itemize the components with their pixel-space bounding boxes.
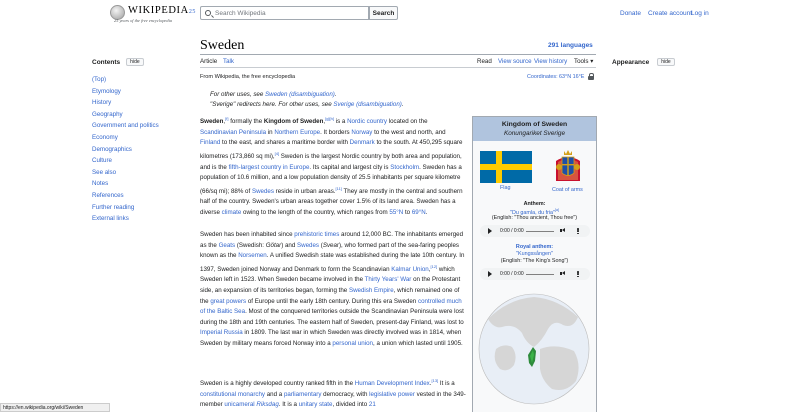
royal-anthem-audio-player[interactable] xyxy=(480,268,590,280)
toc-item-notes[interactable]: Notes xyxy=(92,180,109,188)
audio-progress-track[interactable] xyxy=(526,274,554,275)
audio-time: 0:00 / 0:00 xyxy=(500,228,524,234)
scandinavian-peninsula-link[interactable]: Scandinavian Peninsula xyxy=(200,128,267,136)
flag-of-sweden[interactable] xyxy=(480,151,532,183)
toc-list xyxy=(92,74,187,225)
geats-link[interactable]: Geats xyxy=(218,241,236,249)
anthem-audio-player[interactable] xyxy=(480,225,590,237)
prehistoric-times-link[interactable]: prehistoric times xyxy=(294,231,340,238)
log-in-link[interactable]: Log in xyxy=(691,10,709,17)
coat-of-arms-image[interactable] xyxy=(553,147,583,185)
intro-paragraph-1: Sweden,[f] formally the Kingdom of Sweden,[g][h] is a Nordic country located on the Scandinavian Peninsula in Northern Europe. It borders Norway to the west and north, and Finland to the east, and shares a maritime border with Denmark to the south. At 450,295 square kilometres (173,860 sq mi),[4] Sweden is the largest Nordic country by both area and population, and is the fifth-largest country in Europe. Its capital and largest city is Stockholm. Sweden has a population of 10.6 million, and a low population density of 25.5 inhabitants per square kilometre (66/sq mi); 88% of Swedes reside in urban areas.[11] They are mostly in the central and southern half of the country. Sweden's urban areas together cover 1.5% of its land area. Sweden has a diverse climate owing to the length of the country, which ranges from 55°N to 69°N. xyxy=(200,116,463,216)
search-icon xyxy=(205,10,211,16)
controlled-baltic-link[interactable]: controlled much of the Baltic Sea xyxy=(200,297,462,316)
audio-progress-track[interactable] xyxy=(526,231,554,232)
tools-menu[interactable] xyxy=(574,58,593,65)
imperial-russia-link[interactable]: Imperial Russia xyxy=(200,329,243,337)
logo-tagline: 25 years of the free encyclopedia xyxy=(114,18,172,23)
swedes-tribe-link[interactable]: Swedes xyxy=(297,241,320,249)
norsemen-link[interactable]: Norsemen xyxy=(238,252,267,260)
hdi-link[interactable]: Human Development Index xyxy=(354,380,430,388)
parliamentary-link[interactable]: parliamentary xyxy=(283,390,322,398)
infobox-native-name: Konungariket Sverige xyxy=(503,130,566,137)
toc-item-demographics[interactable]: Demographics xyxy=(92,145,132,153)
anthem-note[interactable]: [a] xyxy=(554,208,559,212)
swedes-link[interactable]: Swedes xyxy=(251,187,274,195)
personal-union-link[interactable]: personal union xyxy=(332,340,373,347)
northern-europe-link[interactable]: Northern Europe xyxy=(274,128,321,136)
toc-item-top[interactable]: (Top) xyxy=(92,76,107,83)
tab-view-source[interactable]: View source xyxy=(498,58,532,65)
anthem-label: Anthem: xyxy=(523,201,546,207)
toc-item-geography[interactable]: Geography xyxy=(92,110,123,118)
stockholm-link[interactable]: Stockholm xyxy=(390,163,420,171)
tab-view-history[interactable]: View history xyxy=(534,58,568,65)
location-map-globe[interactable] xyxy=(478,289,591,412)
legislative-power-link[interactable]: legislative power xyxy=(369,390,415,398)
page-title: Sweden xyxy=(200,38,245,53)
intro-paragraph-2: Sweden has been inhabited since prehistoric times around 12,000 BC. The inhabitants emerged as the Geats (Swedish: Götar) and Swedes (Svear), who formed part of the sea-faring peoples known as the Norsemen. A unified Swedish state was established during the late 10th century. In 1397, Sweden joined Norway and Denmark to form the Scandinavian Kalmar Union,[12] which Sweden left in 1523. When Sweden became involved in the Thirty Years' War on the Protestant side, an expansion of its territories began, forming the Swedish Empire, which remained one of the great powers of Europe until the early 18th century. During this era Sweden controlled much of the Baltic Sea. Most of the conquered territories outside the Scandinavian Peninsula were lost during the 18th and 19th centuries. The eastern half of Sweden, present-day Finland, was lost to Imperial Russia in 1809. The last war in which Sweden was directly involved was in 1814, when Sweden by military means forced Norway into a personal union, a union which lasted until 1905. xyxy=(200,231,465,347)
search-button[interactable]: Search xyxy=(369,6,398,20)
coordinates-link[interactable]: Coordinates: 63°N 16°E xyxy=(527,74,585,80)
toc-hide-button[interactable]: hide xyxy=(126,58,143,66)
toc-item-further-reading[interactable]: Further reading xyxy=(92,203,135,211)
tab-talk[interactable]: Talk xyxy=(223,58,235,65)
anthem-title-link[interactable]: "Du gamla, du fria" xyxy=(510,209,555,216)
appearance-hide-button[interactable]: hide xyxy=(657,58,674,66)
coat-of-arms-caption[interactable]: Coat of arms xyxy=(552,187,583,193)
appearance-panel xyxy=(612,58,675,66)
denmark-link[interactable]: Denmark xyxy=(349,139,375,147)
appearance-title: Appearance xyxy=(612,58,650,66)
play-icon[interactable] xyxy=(488,228,492,234)
tab-read[interactable]: Read xyxy=(477,58,492,68)
great-powers-link[interactable]: great powers xyxy=(210,297,247,305)
thirty-years-war-link[interactable]: Thirty Years' War xyxy=(364,276,412,284)
chevron-down-icon: ▾ xyxy=(590,58,594,65)
audio-time: 0:00 / 0:00 xyxy=(500,271,524,277)
search-input[interactable] xyxy=(215,9,365,17)
more-options-icon[interactable] xyxy=(577,271,579,278)
toc-item-culture[interactable]: Culture xyxy=(92,157,112,165)
lock-icon xyxy=(588,73,594,80)
more-options-icon[interactable] xyxy=(577,228,579,235)
royal-anthem-title-link[interactable]: "Kungssången" xyxy=(516,251,553,257)
header xyxy=(0,0,800,30)
55n-link[interactable]: 55°N xyxy=(389,208,404,216)
toc-title: Contents xyxy=(92,58,121,66)
kalmar-union-link[interactable]: Kalmar Union xyxy=(391,265,429,273)
create-account-link[interactable]: Create account xyxy=(648,10,693,17)
table-of-contents xyxy=(92,58,187,225)
constitutional-monarchy-link[interactable]: constitutional monarchy xyxy=(200,390,266,398)
riksdag-link[interactable]: unicameral Riksdag xyxy=(224,401,279,409)
infobox-header xyxy=(473,117,596,141)
unitary-state-link[interactable]: unitary state xyxy=(298,401,333,409)
volume-icon[interactable] xyxy=(560,228,565,233)
status-bar-url: https://en.wikipedia.org/wiki/Sweden xyxy=(0,403,110,412)
sverige-disambiguation-link[interactable]: Sverige (disambiguation) xyxy=(333,101,402,108)
play-icon[interactable] xyxy=(488,271,492,277)
search-box[interactable] xyxy=(200,6,369,20)
flag-caption[interactable]: Flag xyxy=(500,185,511,191)
from-wikipedia: From Wikipedia, the free encyclopedia xyxy=(200,74,296,80)
toc-item-government[interactable]: Government and politics xyxy=(92,122,159,130)
swedish-empire-link[interactable]: Swedish Empire xyxy=(348,287,394,295)
finland-link[interactable]: Finland xyxy=(200,139,221,147)
fifth-largest-link[interactable]: fifth-largest country in Europe xyxy=(228,163,310,171)
toc-item-external-links[interactable]: External links xyxy=(92,215,129,223)
royal-anthem-label[interactable]: Royal anthem: xyxy=(515,244,554,250)
tab-article[interactable]: Article xyxy=(200,58,217,68)
donate-link[interactable]: Donate xyxy=(620,10,641,17)
twenty-one-link[interactable]: 21 xyxy=(368,401,376,409)
languages-button[interactable]: 291 languages xyxy=(548,42,593,49)
wikipedia-logo[interactable] xyxy=(110,3,200,25)
tab-divider xyxy=(200,67,596,68)
anthem-english: (English: "Thou ancient, Thou free") xyxy=(491,215,578,221)
toc-item-economy[interactable]: Economy xyxy=(92,133,118,141)
nordic-country-link[interactable]: Nordic country xyxy=(347,118,387,126)
tools-label: Tools xyxy=(574,58,589,65)
logo-wordmark: WIKIPEDIA xyxy=(128,5,189,16)
toc-item-etymology[interactable]: Etymology xyxy=(92,87,121,95)
infobox-name: Kingdom of Sweden xyxy=(501,121,568,128)
volume-icon[interactable] xyxy=(560,271,565,276)
climate-link[interactable]: climate xyxy=(221,208,242,216)
toc-item-see-also[interactable]: See also xyxy=(92,168,117,176)
hatnote-sverige: "Sverige" redirects here. For other uses, see Sverige (disambiguation). xyxy=(210,101,404,108)
hatnote-disambiguation: For other uses, see Sweden (disambiguation). xyxy=(210,91,337,98)
infobox xyxy=(472,116,597,412)
intro-paragraph-3: Sweden is a highly developed country ranked fifth in the Human Development Index.[13] It is a constitutional monarchy and a parliamentary democracy, with legislative power vested in the 349-member unicameral Riksdag. It is a unitary state, divided into 21 xyxy=(200,378,466,409)
royal-anthem-english: (English: "The King's Song") xyxy=(500,258,569,264)
toc-item-history[interactable]: History xyxy=(92,99,112,107)
logo-superscript: 25 xyxy=(188,9,197,15)
title-divider xyxy=(200,54,596,55)
69n-link[interactable]: 69°N xyxy=(411,208,426,216)
disambiguation-link[interactable]: Sweden (disambiguation) xyxy=(265,91,335,98)
norway-link[interactable]: Norway xyxy=(351,128,373,136)
toc-item-references[interactable]: References xyxy=(92,191,124,199)
